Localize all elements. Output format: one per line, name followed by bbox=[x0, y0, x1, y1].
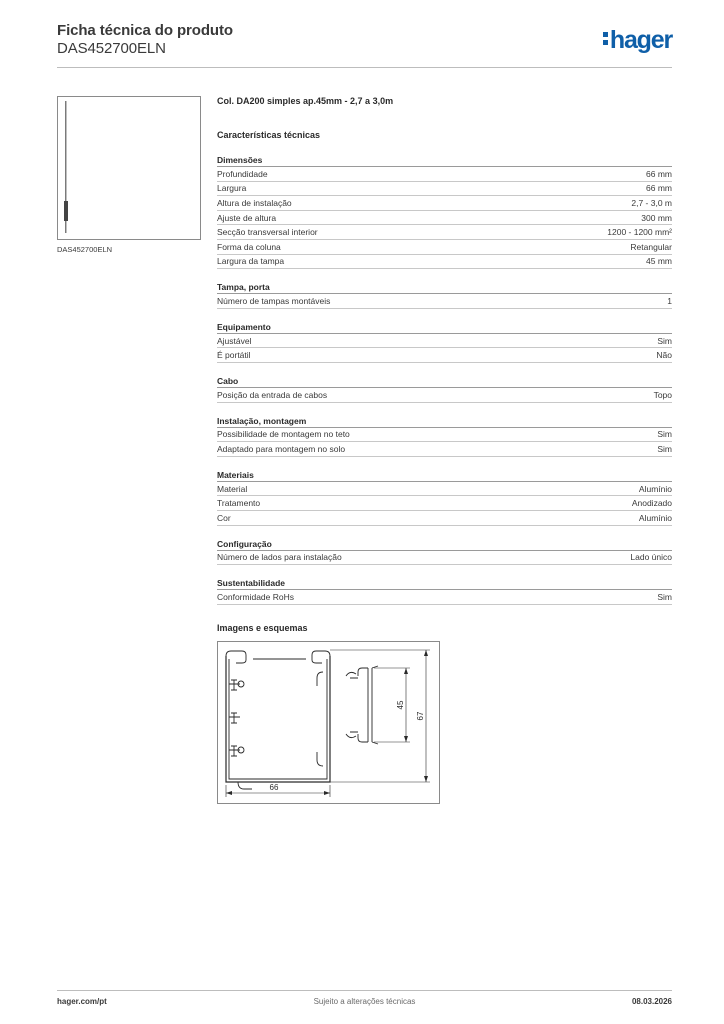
spec-value: Alumínio bbox=[638, 483, 672, 494]
spec-row bbox=[217, 442, 672, 457]
footer-website-link[interactable]: hager.com/pt bbox=[57, 997, 107, 1006]
column-product-detail bbox=[64, 201, 68, 221]
section-title: Cabo bbox=[217, 376, 672, 388]
spec-section bbox=[217, 539, 672, 566]
section-title: Equipamento bbox=[217, 322, 672, 334]
spec-label: Material bbox=[217, 483, 248, 494]
spec-value: Retangular bbox=[630, 241, 672, 252]
dim-cover-label: 45 bbox=[396, 700, 405, 710]
spec-label: Largura da tampa bbox=[217, 256, 285, 267]
spec-row bbox=[217, 167, 672, 182]
logo-colon-icon bbox=[603, 32, 608, 48]
spec-section bbox=[217, 376, 672, 403]
page-header bbox=[57, 22, 672, 68]
spec-sections bbox=[217, 155, 672, 605]
spec-section bbox=[217, 282, 672, 309]
section-title: Configuração bbox=[217, 539, 672, 551]
spec-value: Sim bbox=[657, 429, 672, 440]
spec-label: Ajuste de altura bbox=[217, 212, 277, 223]
spec-value: 1 bbox=[667, 295, 672, 306]
spec-row bbox=[217, 428, 672, 443]
spec-label: Largura bbox=[217, 183, 247, 194]
spec-value: 300 mm bbox=[641, 212, 672, 223]
spec-content bbox=[217, 96, 672, 633]
spec-label: É portátil bbox=[217, 350, 251, 361]
footer-notice: Sujeito a alterações técnicas bbox=[313, 997, 416, 1006]
spec-row bbox=[217, 511, 672, 526]
spec-label: Posição da entrada de cabos bbox=[217, 389, 328, 400]
spec-row bbox=[217, 196, 672, 211]
spec-value: Sim bbox=[657, 591, 672, 602]
spec-label: Altura de instalação bbox=[217, 197, 292, 208]
spec-label: Possibilidade de montagem no teto bbox=[217, 429, 350, 440]
spec-label: Forma da coluna bbox=[217, 241, 281, 252]
spec-label: Adaptado para montagem no solo bbox=[217, 443, 346, 454]
spec-label: Secção transversal interior bbox=[217, 227, 318, 238]
spec-row bbox=[217, 496, 672, 511]
footer-date: 08.03.2026 bbox=[631, 997, 672, 1006]
spec-value: Topo bbox=[653, 389, 672, 400]
spec-row bbox=[217, 551, 672, 566]
spec-row bbox=[217, 255, 672, 270]
spec-label: Profundidade bbox=[217, 168, 268, 179]
section-title: Tampa, porta bbox=[217, 282, 672, 294]
spec-section bbox=[217, 416, 672, 457]
spec-row bbox=[217, 182, 672, 197]
spec-value: Alumínio bbox=[638, 512, 672, 523]
spec-section bbox=[217, 578, 672, 605]
spec-value: 2,7 - 3,0 m bbox=[631, 197, 672, 208]
spec-row bbox=[217, 388, 672, 403]
page-title: Ficha técnica do produto bbox=[57, 22, 233, 39]
tech-heading: Características técnicas bbox=[217, 130, 321, 140]
cross-section-diagram bbox=[217, 641, 440, 804]
section-title: Sustentabilidade bbox=[217, 578, 672, 590]
dim-height-label: 67 bbox=[416, 711, 425, 721]
spec-section bbox=[217, 470, 672, 526]
spec-row bbox=[217, 294, 672, 309]
spec-label: Número de lados para instalação bbox=[217, 552, 342, 563]
section-title: Materiais bbox=[217, 470, 672, 482]
spec-section bbox=[217, 155, 672, 269]
spec-label: Número de tampas montáveis bbox=[217, 295, 331, 306]
spec-label: Ajustável bbox=[217, 335, 252, 346]
section-title: Instalação, montagem bbox=[217, 416, 672, 428]
spec-row bbox=[217, 590, 672, 605]
spec-value: Lado único bbox=[630, 552, 672, 563]
logo-text: hager bbox=[609, 26, 672, 54]
spec-value: Sim bbox=[657, 443, 672, 454]
product-name: Col. DA200 simples ap.45mm - 2,7 a 3,0m bbox=[217, 96, 394, 106]
spec-row bbox=[217, 482, 672, 497]
spec-row bbox=[217, 211, 672, 226]
section-title: Dimensões bbox=[217, 155, 672, 167]
product-code: DAS452700ELN bbox=[57, 40, 166, 57]
product-image bbox=[57, 96, 201, 240]
footer-divider bbox=[57, 990, 672, 991]
spec-label: Tratamento bbox=[217, 498, 261, 509]
spec-row bbox=[217, 240, 672, 255]
spec-row bbox=[217, 225, 672, 240]
hager-logo bbox=[603, 26, 672, 55]
spec-row bbox=[217, 334, 672, 349]
spec-label: Conformidade RoHs bbox=[217, 591, 295, 602]
profile-drawing bbox=[218, 642, 439, 803]
dim-width-label: 66 bbox=[269, 783, 279, 792]
spec-value: 66 mm bbox=[646, 168, 672, 179]
page-footer bbox=[57, 997, 672, 1011]
product-image-caption: DAS452700ELN bbox=[57, 245, 113, 254]
spec-row bbox=[217, 348, 672, 363]
spec-value: Sim bbox=[657, 335, 672, 346]
spec-label: Cor bbox=[217, 512, 231, 523]
spec-value: 45 mm bbox=[646, 256, 672, 267]
spec-section bbox=[217, 322, 672, 363]
spec-value: 1200 - 1200 mm² bbox=[607, 227, 672, 238]
spec-value: Não bbox=[656, 350, 672, 361]
images-heading: Imagens e esquemas bbox=[217, 622, 308, 633]
spec-value: 66 mm bbox=[646, 183, 672, 194]
spec-value: Anodizado bbox=[631, 498, 672, 509]
